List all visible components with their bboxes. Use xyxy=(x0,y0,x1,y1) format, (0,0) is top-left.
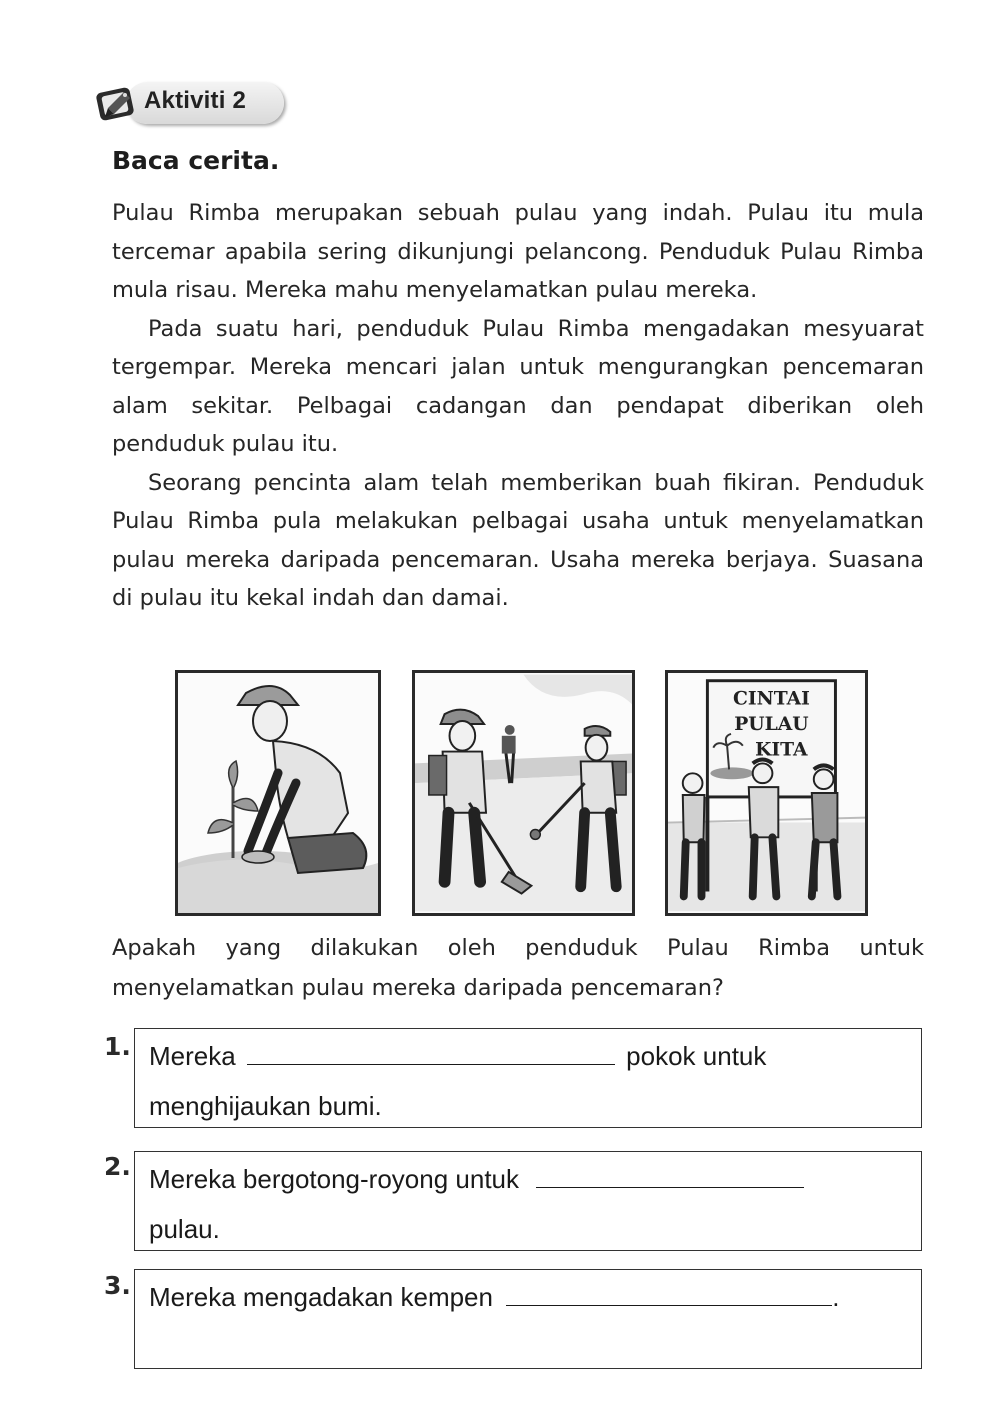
activity-badge xyxy=(94,78,290,128)
cleaning-scene xyxy=(415,673,632,913)
question-text: Apakah yang dilakukan oleh penduduk Pulau Rimba untuk menyelamatkan pulau mereka daripada pencemaran? xyxy=(112,935,924,1001)
illustration-cleaning xyxy=(412,670,635,916)
story-paragraph-1: Pulau Rimba merupakan sebuah pulau yang indah. Pulau itu mula tercemar apabila sering dikunjungi pelancong. Penduduk Pulau Rimba mula risau. Mereka mahu menyelamatkan pulau mereka. xyxy=(112,200,924,303)
answer-1-line-1 xyxy=(149,1031,907,1081)
answer-box-1 xyxy=(134,1028,922,1128)
answer-3-blank[interactable] xyxy=(506,1277,832,1306)
answer-1-text-after: pokok untuk xyxy=(626,1041,767,1071)
activity-badge-label: Aktiviti 2 xyxy=(144,87,247,114)
instruction-heading: Baca cerita. xyxy=(112,146,280,175)
campaign-scene xyxy=(668,673,865,913)
story-paragraph-3: Seorang pencinta alam telah memberikan buah fikiran. Penduduk Pulau Rimba pula melakukan pelbagai usaha untuk menyelamatkan pulau mereka daripada pencemaran. Usaha mereka berjaya. Suasana di pulau itu kekal indah dan damai. xyxy=(112,469,924,611)
answer-1-line-2: menghijaukan bumi. xyxy=(149,1091,382,1121)
illustration-planting xyxy=(175,670,381,916)
answer-1-text-before: Mereka xyxy=(149,1041,236,1071)
answer-number-3: 3. xyxy=(104,1271,131,1300)
activity-pencil-icon xyxy=(94,78,146,128)
answer-1-blank[interactable] xyxy=(247,1036,615,1065)
answer-3-text-after: . xyxy=(832,1282,840,1312)
campaign-sign-line-1: CINTAI xyxy=(732,687,810,710)
answer-2-line-2: pulau. xyxy=(149,1214,220,1244)
answer-3-line-1 xyxy=(149,1272,907,1322)
story-text xyxy=(112,194,924,618)
answer-box-2 xyxy=(134,1151,922,1251)
answer-number-2: 2. xyxy=(104,1152,131,1181)
answer-number-1: 1. xyxy=(104,1032,131,1061)
campaign-sign-line-2: PULAU xyxy=(734,712,809,735)
answer-3-text-before: Mereka mengadakan kempen xyxy=(149,1282,493,1312)
illustration-campaign xyxy=(665,670,868,916)
answer-2-line-1 xyxy=(149,1154,907,1204)
answer-box-3 xyxy=(134,1269,922,1369)
answer-2-text-before: Mereka bergotong-royong untuk xyxy=(149,1164,520,1194)
story-paragraph-2: Pada suatu hari, penduduk Pulau Rimba mengadakan mesyuarat tergempar. Mereka mencari jalan untuk mengurangkan pencemaran alam sekitar. Pelbagai cadangan dan pendapat diberikan oleh penduduk pulau itu. xyxy=(112,315,924,457)
campaign-sign-line-3: KITA xyxy=(755,738,808,761)
planting-scene xyxy=(178,673,378,913)
answer-2-blank[interactable] xyxy=(536,1159,804,1188)
